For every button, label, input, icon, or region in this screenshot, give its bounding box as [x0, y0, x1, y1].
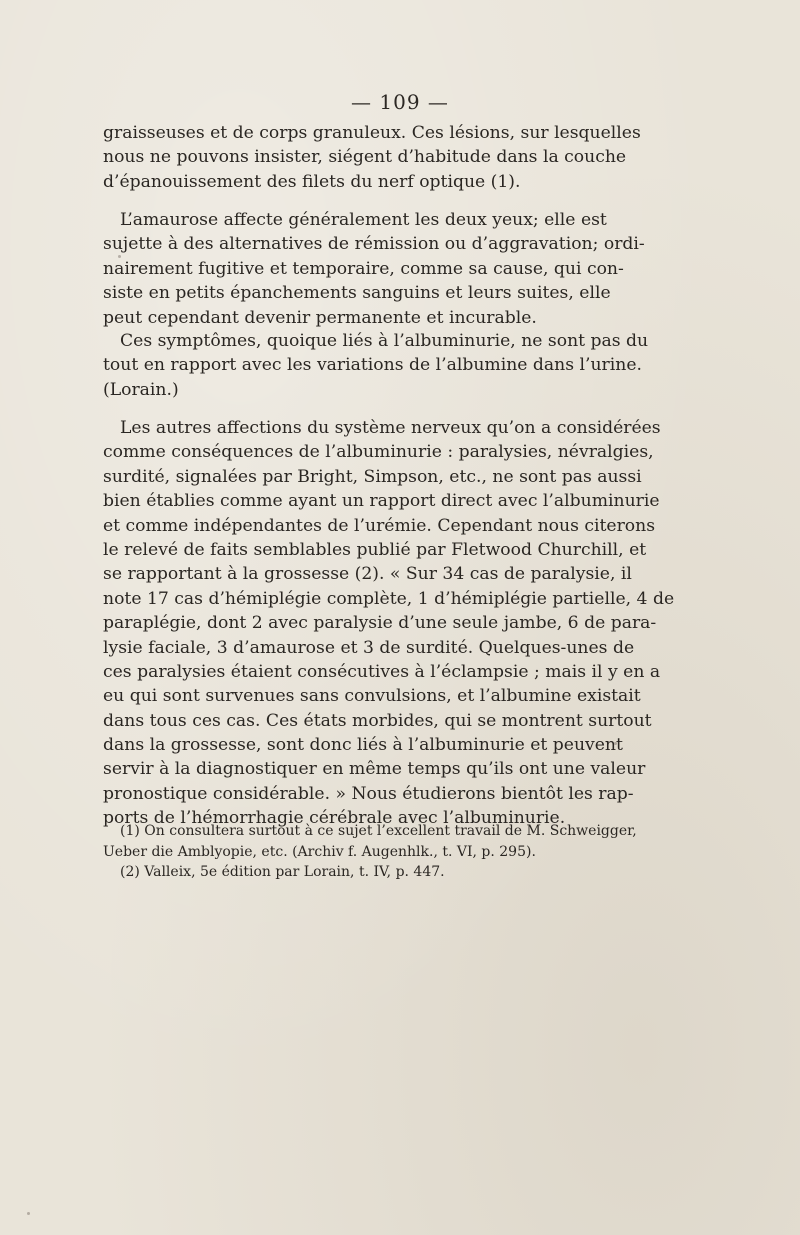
text-line: d’épanouissement des filets du nerf optique (1).	[103, 171, 521, 192]
paragraph-2	[103, 208, 645, 330]
page-number: — 109 —	[351, 90, 449, 114]
text-line: ports de l’hémorrhagie cérébrale avec l’albuminurie.	[103, 808, 566, 829]
text-line: le relevé de faits semblables publié par Fletwood Churchill, et	[103, 539, 647, 560]
text-line: graisseuses et de corps granuleux. Ces lésions, sur lesquelles	[103, 123, 641, 143]
text-line: dans tous ces cas. Ces états morbides, qui se montrent surtout	[103, 710, 652, 731]
paper-speck	[118, 255, 121, 258]
text-line: ces paralysies étaient consécutives à l’éclampsie ; mais il y en a	[103, 661, 661, 682]
text-line: dans la grossesse, sont donc liés à l’albuminurie et peuvent	[103, 735, 623, 756]
text-line: se rapportant à la grossesse (2). « Sur 34 cas de paralysie, il	[103, 564, 632, 585]
text-line: et comme indépendantes de l’urémie. Cependant nous citerons	[103, 515, 656, 536]
text-line: surdité, signalées par Bright, Simpson, etc., ne sont pas aussi	[103, 466, 642, 487]
text-line: peut cependant devenir permanente et incurable.	[103, 307, 537, 328]
text-line: nairement fugitive et temporaire, comme sa cause, qui con-	[103, 258, 624, 279]
text-line: servir à la diagnostiquer en même temps qu’ils ont une valeur	[103, 759, 646, 780]
text-line: eu qui sont survenues sans convulsions, et l’albumine existait	[103, 686, 641, 707]
text-line: note 17 cas d’hémiplégie complète, 1 d’hémiplégie partielle, 4 de	[103, 588, 675, 609]
footnote-2: (2) Valleix, 5e édition par Lorain, t. IV, p. 447.	[120, 864, 445, 880]
paper-speck	[27, 1212, 30, 1215]
text-line: (Lorain.)	[103, 379, 179, 400]
text-line: comme conséquences de l’albuminurie : paralysies, névralgies,	[103, 442, 654, 463]
paragraph-3	[103, 329, 649, 402]
text-line: tout en rapport avec les variations de l’albumine dans l’urine.	[103, 355, 642, 376]
text-line: paraplégie, dont 2 avec paralysie d’une seule jambe, 6 de para-	[103, 613, 657, 634]
footnotes	[103, 821, 637, 883]
text-line: L’amaurose affecte généralement les deux yeux; elle est	[120, 210, 607, 230]
paper-speck	[614, 742, 617, 745]
footnote-1-continued: Ueber die Amblyopie, etc. (Archiv f. Augenhlk., t. VI, p. 295).	[103, 843, 536, 860]
text-line: bien établies comme ayant un rapport direct avec l’albuminurie	[103, 491, 660, 512]
footnote-1: (1) On consultera surtout à ce sujet l’excellent travail de M. Schweigger,	[120, 823, 637, 839]
text-line: nous ne pouvons insister, siégent d’habitude dans la couche	[103, 147, 627, 168]
text-line: lysie faciale, 3 d’amaurose et 3 de surdité. Quelques-unes de	[103, 637, 635, 658]
paragraph-1	[103, 121, 641, 194]
text-line: pronostique considérable. » Nous étudierons bientôt les rap-	[103, 783, 634, 804]
text-line: siste en petits épanchements sanguins et leurs suites, elle	[103, 283, 611, 304]
text-line: Ces symptômes, quoique liés à l’albuminurie, ne sont pas du	[120, 331, 649, 351]
text-line: sujette à des alternatives de rémission ou d’aggravation; ordi-	[103, 234, 645, 255]
text-line: Les autres affections du système nerveux qu’on a considérées	[120, 418, 661, 438]
